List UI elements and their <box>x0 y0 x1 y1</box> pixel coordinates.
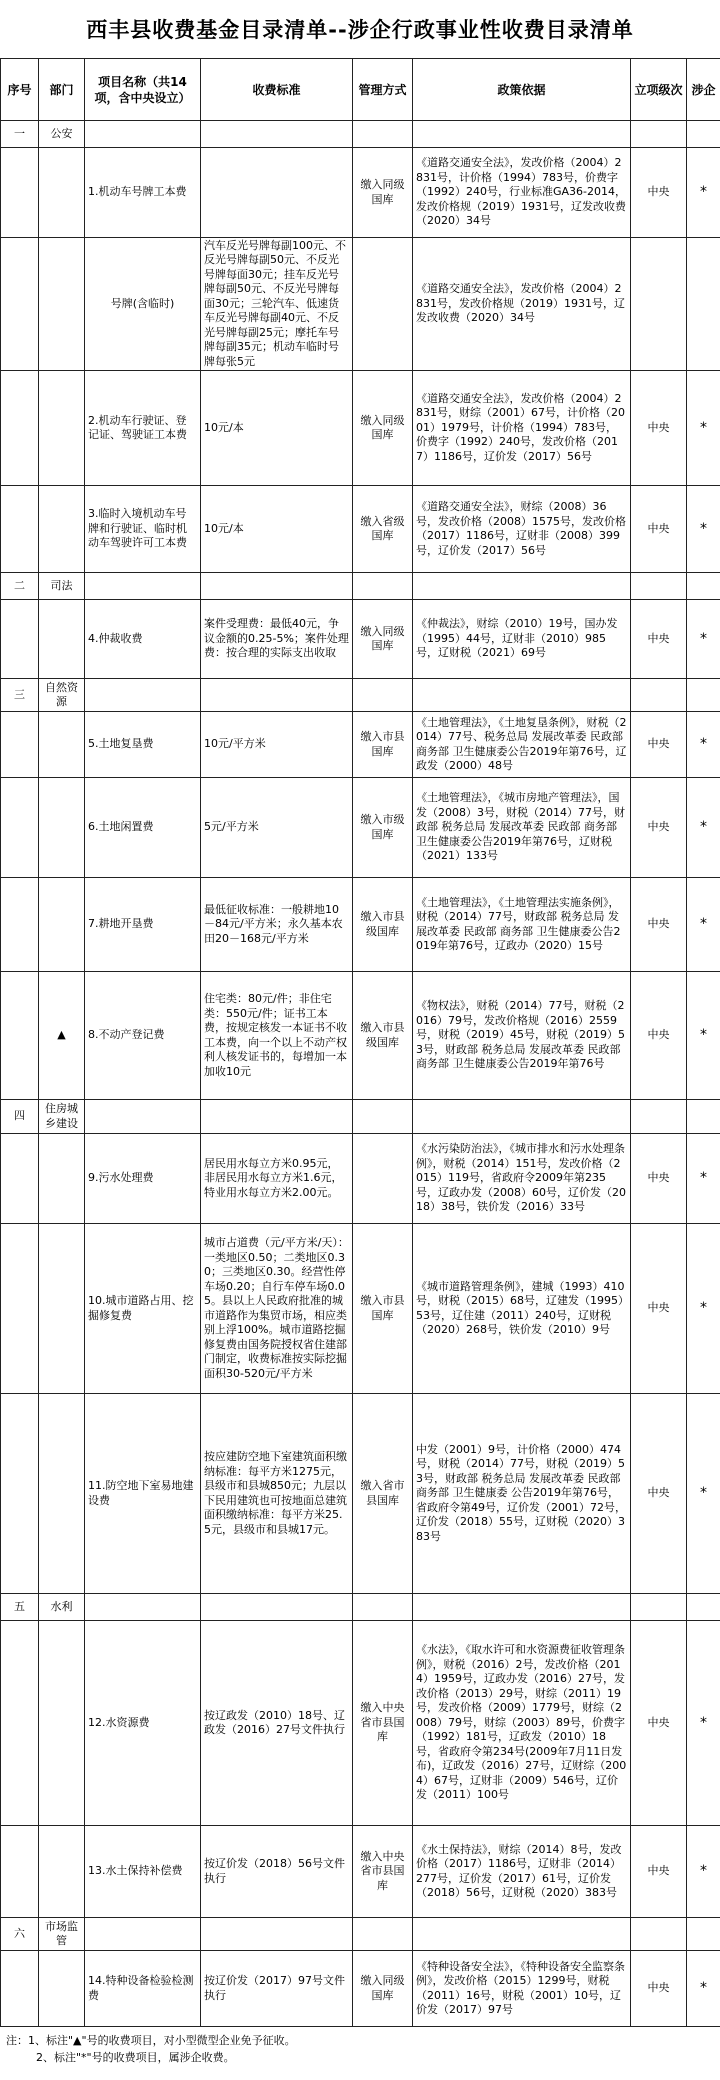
policy-basis: 《物权法》，财税（2014）77号，财税（2016）79号，发改价格规（2016）2559号，财税（2019）45号，财税（2019）53号，财政部 税务总局 发展改革委 民政部 商务部 卫生健康委公告2019年第76号 <box>413 972 631 1100</box>
level: 中央 <box>631 486 687 573</box>
item-name: 11.防空地下室易地建设费 <box>85 1394 201 1594</box>
enterprise-mark: * <box>687 371 720 486</box>
item-name: 6.土地闲置费 <box>85 778 201 878</box>
category-seq: 一 <box>1 121 39 148</box>
row-mark <box>39 238 85 371</box>
category-row <box>1 121 720 148</box>
level: 中央 <box>631 878 687 972</box>
management: 缴入同级国库 <box>353 1951 413 2027</box>
enterprise-mark <box>687 238 720 371</box>
enterprise-mark: * <box>687 600 720 679</box>
management: 缴入中央省市县国库 <box>353 1826 413 1918</box>
level: 中央 <box>631 371 687 486</box>
item-name: 14.特种设备检验检测费 <box>85 1951 201 2027</box>
table-row <box>1 1394 720 1594</box>
header-level: 立项级次 <box>631 59 687 121</box>
policy-basis: 《水法》，《取水许可和水资源费征收管理条例》，财税（2016）2号，发改价格（2014）1959号，辽政办发（2016）27号，发改价格（2013）29号，财综（2011）19号，发改价格（2009）1779号，财综（2008）79号，财综（2003）89号，价费字（1992）181号，辽政发（2010）18号，省政府令第234号(2009年7月11日发布)，辽政发（2016）27号，辽财综（2004）67号，辽财非（2009）546号，辽价发（2011）100号 <box>413 1621 631 1826</box>
policy-basis: 《土地管理法》，《土地管理法实施条例》，财税（2014）77号，财政部 税务总局 发展改革委 民政部 商务部 卫生健康委公告2019年第76号，辽政办（2020）15号 <box>413 878 631 972</box>
management: 缴入同级国库 <box>353 600 413 679</box>
enterprise-mark: * <box>687 1826 720 1918</box>
table-row <box>1 371 720 486</box>
policy-basis: 《道路交通安全法》，发改价格（2004）2831号，财综（2001）67号，计价格（2001）1979号，计价格（1994）783号，价费字（1992）240号，发改价格（2017）1186号，辽价发（2017）56号 <box>413 371 631 486</box>
policy-basis: 《土地管理法》，《城市房地产管理法》，国发（2008）3号，财税（2014）77号，财政部 税务总局 发展改革委 民政部 商务部 卫生健康委公告2019年第76号，辽财税（2021）133号 <box>413 778 631 878</box>
item-name: 4.仲裁收费 <box>85 600 201 679</box>
enterprise-mark: * <box>687 712 720 778</box>
policy-basis: 中发（2001）9号，计价格（2000）474号，财税（2014）77号，财税（2019）53号，财政部 税务总局 发展改革委 民政部 商务部 卫生健康委 公告2019年第76号，省政府令第49号，辽价发（2001）72号，辽价发（2018）55号，辽财税（2020）383号 <box>413 1394 631 1594</box>
level: 中央 <box>631 1394 687 1594</box>
category-seq: 四 <box>1 1100 39 1134</box>
item-name: 3.临时入境机动车号牌和行驶证、临时机动车驾驶许可工本费 <box>85 486 201 573</box>
category-row <box>1 1100 720 1134</box>
header-item: 项目名称（共14项，含中央设立） <box>85 59 201 121</box>
level: 中央 <box>631 778 687 878</box>
category-dept: 住房城乡建设 <box>39 1100 85 1134</box>
footnotes <box>0 2027 720 2066</box>
row-mark <box>39 712 85 778</box>
fee-standard: 城市占道费（元/平方米/天）：一类地区0.50；二类地区0.30；三类地区0.30。经营性停车场0.20；自行车停车场0.05。县以上人民政府批准的城市道路作为集贸市场，相应类别上浮100%。城市道路挖掘修复费由国务院授权省住建部门制定，收费标准按实际挖掘面积30-520元/平方米 <box>201 1224 353 1394</box>
policy-basis: 《道路交通安全法》，发改价格（2004）2831号，计价格（1994）783号，价费字（1992）240号，行业标准GA36-2014，发改价格规（2019）1931号，辽发改收费（2020）34号 <box>413 148 631 238</box>
policy-basis: 《特种设备安全法》，《特种设备安全监察条例》，发改价格（2015）1299号，财税（2011）16号，财税（2001）10号，辽价发（2017）97号 <box>413 1951 631 2027</box>
header-mgmt: 管理方式 <box>353 59 413 121</box>
category-seq: 六 <box>1 1918 39 1951</box>
enterprise-mark: * <box>687 878 720 972</box>
item-name: 号牌(含临时) <box>85 238 201 371</box>
table-row <box>1 1951 720 2027</box>
row-mark <box>39 1134 85 1224</box>
row-mark <box>39 148 85 238</box>
item-name: 2.机动车行驶证、登记证、驾驶证工本费 <box>85 371 201 486</box>
footnote-1: 注：1、标注"▲"号的收费项目，对小型微型企业免予征收。 <box>6 2034 296 2047</box>
fee-standard: 10元/本 <box>201 486 353 573</box>
row-mark <box>39 1621 85 1826</box>
enterprise-mark: * <box>687 1134 720 1224</box>
row-mark <box>39 486 85 573</box>
management: 缴入省市县国库 <box>353 1394 413 1594</box>
item-name: 9.污水处理费 <box>85 1134 201 1224</box>
category-dept: 市场监管 <box>39 1918 85 1951</box>
footnote-2: 2、标注"*"号的收费项目，属涉企收费。 <box>36 2051 235 2064</box>
policy-basis: 《土地管理法》，《土地复垦条例》，财税（2014）77号、税务总局 发展改革委 民政部 商务部 卫生健康委公告2019年第76号，辽政发（2000）48号 <box>413 712 631 778</box>
category-dept: 公安 <box>39 121 85 148</box>
level: 中央 <box>631 1621 687 1826</box>
policy-basis: 《城市道路管理条例》，建城（1993）410号，财税（2015）68号，辽建发（1995）53号，辽住建（2011）240号，辽财税（2020）268号，铁价发（2010）9号 <box>413 1224 631 1394</box>
policy-basis: 《道路交通安全法》，发改价格（2004）2831号，发改价格规（2019）1931号，辽发改收费（2020）34号 <box>413 238 631 371</box>
fee-standard: 汽车反光号牌每副100元、不反光号牌每副50元、不反光号牌每面30元；挂车反光号牌每副50元、不反光号牌每面30元；三轮汽车、低速货车反光号牌每副40元、不反光号牌每副25元；摩托车号牌每副35元；机动车临时号牌每张5元 <box>201 238 353 371</box>
fee-standard: 居民用水每立方米0.95元，非居民用水每立方米1.6元，特业用水每立方米2.00元。 <box>201 1134 353 1224</box>
management: 缴入市县级国库 <box>353 878 413 972</box>
table-row <box>1 712 720 778</box>
enterprise-mark: * <box>687 486 720 573</box>
table-row <box>1 1224 720 1394</box>
table-row <box>1 238 720 371</box>
policy-basis: 《道路交通安全法》，财综（2008）36号，发改价格（2008）1575号，发改价格（2017）1186号，辽财非（2008）399号，辽价发（2017）56号 <box>413 486 631 573</box>
management: 缴入中央省市县国库 <box>353 1621 413 1826</box>
row-mark <box>39 600 85 679</box>
fee-table <box>0 58 720 2027</box>
policy-basis: 《水污染防治法》，《城市排水和污水处理条例》，财税（2014）151号，发改价格（2015）119号，省政府令2009年第235号，辽政办发（2008）60号，辽价发（2018）38号，铁价发（2016）33号 <box>413 1134 631 1224</box>
management: 缴入市县级国库 <box>353 972 413 1100</box>
fee-standard: 按辽价发（2017）97号文件执行 <box>201 1951 353 2027</box>
level: 中央 <box>631 1951 687 2027</box>
management: 缴入省级国库 <box>353 486 413 573</box>
fee-standard: 按辽价发（2018）56号文件执行 <box>201 1826 353 1918</box>
category-row <box>1 679 720 712</box>
level: 中央 <box>631 1826 687 1918</box>
row-mark <box>39 371 85 486</box>
row-mark <box>39 1224 85 1394</box>
level: 中央 <box>631 600 687 679</box>
category-seq: 五 <box>1 1594 39 1621</box>
fee-standard: 5元/平方米 <box>201 778 353 878</box>
row-mark <box>39 1826 85 1918</box>
table-row <box>1 148 720 238</box>
level: 中央 <box>631 148 687 238</box>
category-row <box>1 573 720 600</box>
level <box>631 238 687 371</box>
management <box>353 1134 413 1224</box>
management: 缴入同级国库 <box>353 371 413 486</box>
fee-standard: 10元/本 <box>201 371 353 486</box>
level: 中央 <box>631 1134 687 1224</box>
item-name: 1.机动车号牌工本费 <box>85 148 201 238</box>
row-mark: ▲ <box>39 972 85 1100</box>
table-row <box>1 1826 720 1918</box>
table-row <box>1 878 720 972</box>
header-dept: 部门 <box>39 59 85 121</box>
level: 中央 <box>631 1224 687 1394</box>
enterprise-mark: * <box>687 1394 720 1594</box>
enterprise-mark: * <box>687 1224 720 1394</box>
enterprise-mark: * <box>687 148 720 238</box>
management: 缴入市县国库 <box>353 712 413 778</box>
category-seq: 二 <box>1 573 39 600</box>
enterprise-mark: * <box>687 972 720 1100</box>
fee-standard <box>201 148 353 238</box>
management: 缴入市级国库 <box>353 778 413 878</box>
fee-standard: 最低征收标准：一般耕地10－84元/平方米；永久基本农田20－168元/平方米 <box>201 878 353 972</box>
fee-standard: 住宅类：80元/件；非住宅类：550元/件；证书工本费，按规定核发一本证书不收工本费，向一个以上不动产权利人核发证书的，每增加一本加收10元 <box>201 972 353 1100</box>
header-basis: 政策依据 <box>413 59 631 121</box>
header-seq: 序号 <box>1 59 39 121</box>
row-mark <box>39 778 85 878</box>
category-dept: 司法 <box>39 573 85 600</box>
item-name: 13.水土保持补偿费 <box>85 1826 201 1918</box>
page-title: 西丰县收费基金目录清单--涉企行政事业性收费目录清单 <box>86 18 634 42</box>
level: 中央 <box>631 972 687 1100</box>
item-name: 12.水资源费 <box>85 1621 201 1826</box>
row-mark <box>39 1951 85 2027</box>
fee-standard: 10元/平方米 <box>201 712 353 778</box>
table-row <box>1 1621 720 1826</box>
policy-basis: 《仲裁法》，财综（2010）19号，国办发（1995）44号，辽财非（2010）985号，辽财税（2021）69号 <box>413 600 631 679</box>
fee-standard: 按辽政发（2010）18号、辽政发（2016）27号文件执行 <box>201 1621 353 1826</box>
item-name: 8.不动产登记费 <box>85 972 201 1100</box>
header-standard: 收费标准 <box>201 59 353 121</box>
fee-standard: 案件受理费：最低40元，争议金额的0.25-5%；案件处理费：按合理的实际支出收取 <box>201 600 353 679</box>
category-row <box>1 1594 720 1621</box>
table-row <box>1 972 720 1100</box>
category-dept: 水利 <box>39 1594 85 1621</box>
enterprise-mark: * <box>687 1951 720 2027</box>
row-mark <box>39 1394 85 1594</box>
fee-standard: 按应建防空地下室建筑面积缴纳标准：每平方米1275元，县级市和县城850元；九层以下民用建筑也可按地面总建筑面积缴纳标准：每平方米25.5元，县级市和县城17元。 <box>201 1394 353 1594</box>
policy-basis: 《水土保持法》，财综（2014）8号，发改价格（2017）1186号，辽财非（2014）277号，辽价发（2017）61号，辽价发（2018）56号，辽财税（2020）383号 <box>413 1826 631 1918</box>
management: 缴入市县国库 <box>353 1224 413 1394</box>
table-row <box>1 1134 720 1224</box>
table-row <box>1 778 720 878</box>
item-name: 10.城市道路占用、挖掘修复费 <box>85 1224 201 1394</box>
enterprise-mark: * <box>687 1621 720 1826</box>
management <box>353 238 413 371</box>
table-row <box>1 600 720 679</box>
table-header-row <box>1 59 720 121</box>
row-mark <box>39 878 85 972</box>
enterprise-mark: * <box>687 778 720 878</box>
category-dept: 自然资源 <box>39 679 85 712</box>
item-name: 7.耕地开垦费 <box>85 878 201 972</box>
level: 中央 <box>631 712 687 778</box>
management: 缴入同级国库 <box>353 148 413 238</box>
category-seq: 三 <box>1 679 39 712</box>
header-enterprise: 涉企 <box>687 59 720 121</box>
item-name: 5.土地复垦费 <box>85 712 201 778</box>
table-row <box>1 486 720 573</box>
category-row <box>1 1918 720 1951</box>
